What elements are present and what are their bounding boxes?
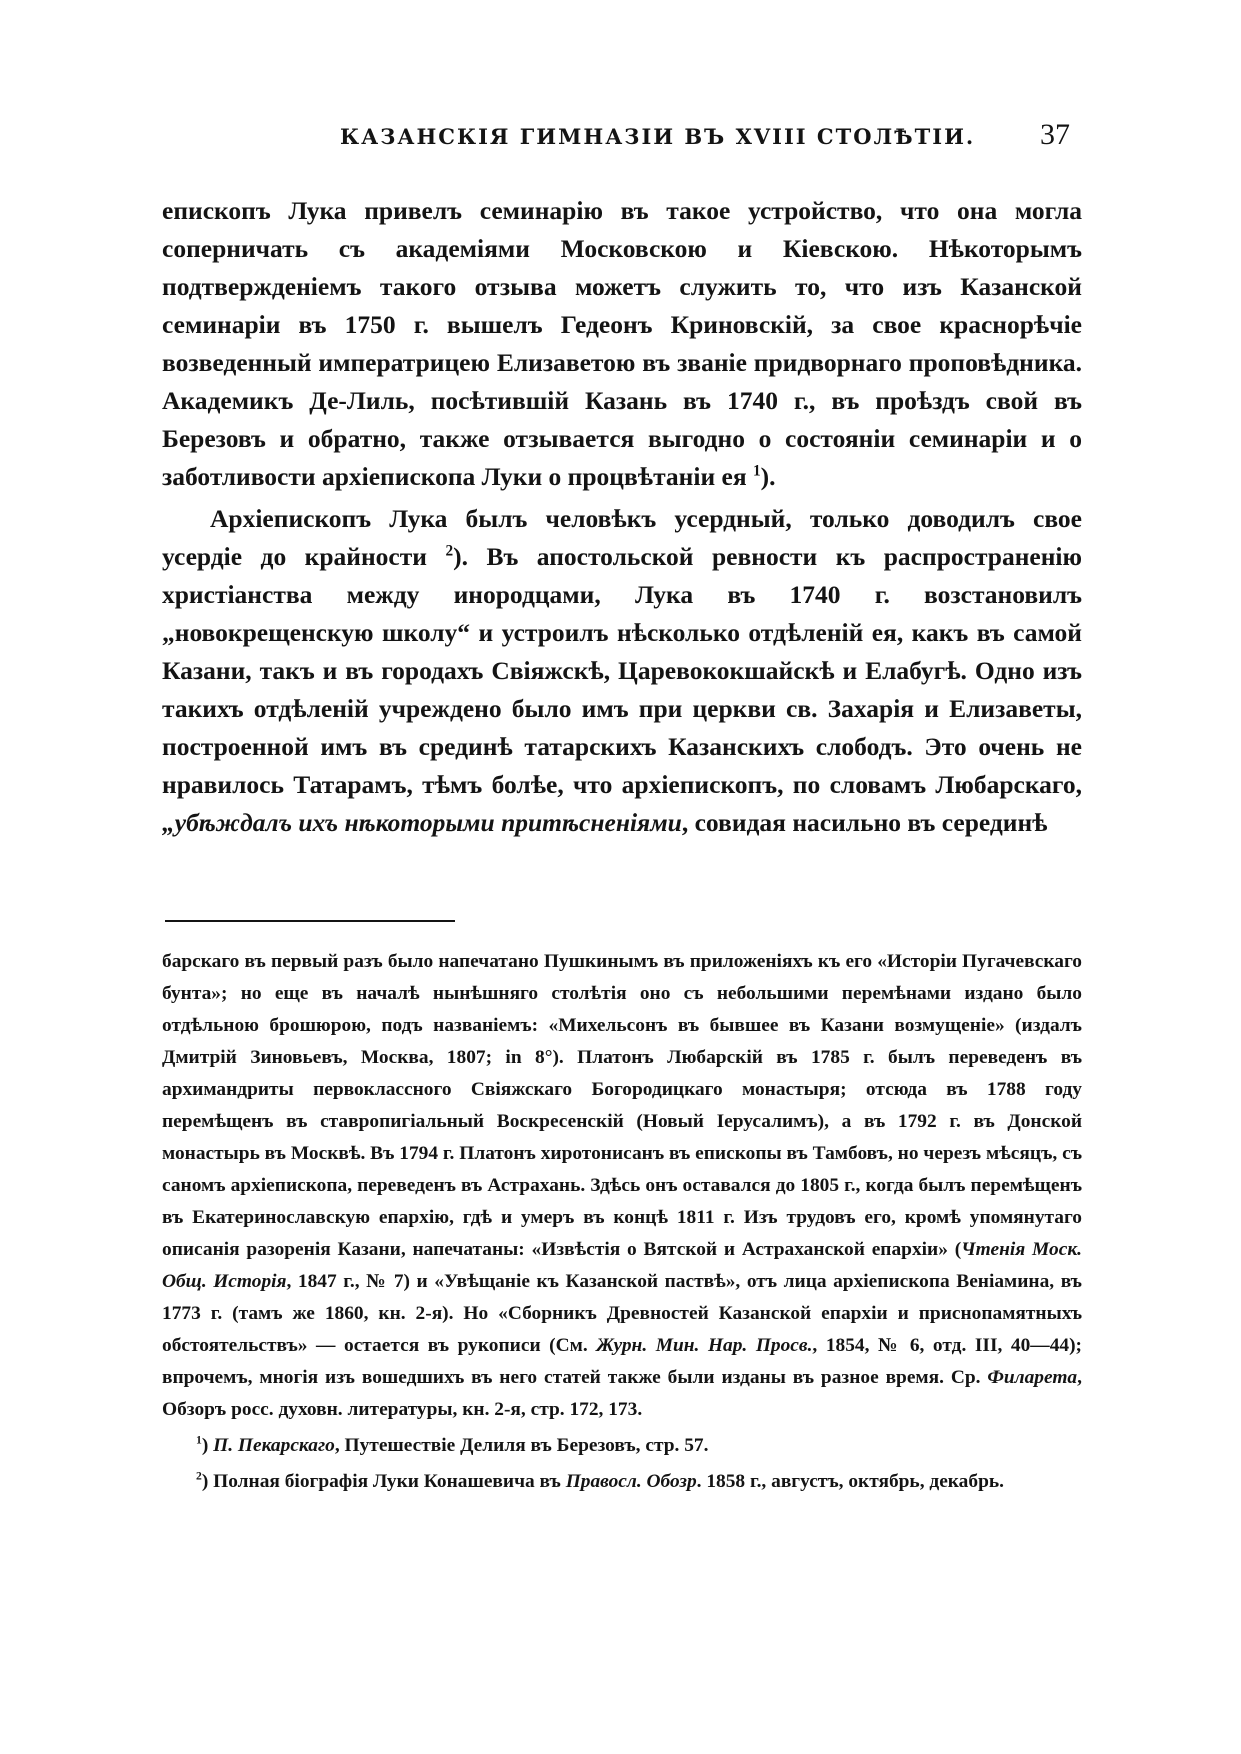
footnote-2-text-a: Полная біографія Луки Конашевича въ	[213, 1471, 566, 1492]
footnote-continuation	[162, 946, 1082, 1426]
footnote-1-mark: 1	[196, 1433, 202, 1447]
footnote-2-journal: Правосл. Обозр	[565, 1471, 697, 1492]
footnote-1: $^1$) П. Пекарскаго, Путешествіе Делиля въ Березовъ, стр. 57.	[196, 1433, 709, 1456]
footnote-2-mark: 2	[196, 1469, 202, 1483]
footnote-divider	[165, 920, 455, 922]
paragraph-1-text: епископъ Лука привелъ семинарію въ такое устройство, что она могла соперничать съ академіями Московскою и Кіевскою. Нѣкоторымъ подтвержденіемъ такого отзыва можетъ служить то, что изъ Казанской семинаріи въ 1750 г. вышелъ Гедеонъ Криновскій, за свое краснорѣчіе возведенный императрицею Елизаветою въ званіе придворнаго проповѣдника. Академикъ Де-Лиль, посѣтившій Казань въ 1740 г., въ проѣздъ свой въ Березовъ и обратно, также отзывается выгодно о состояніи семинаріи и о заботливости архіепископа Луки о процвѣтаніи ея	[162, 196, 1082, 491]
footnote-2-text-b: . 1858 г., августъ, октябрь, декабрь.	[696, 1471, 1004, 1492]
footnote-cont-c: , 1854, № 6, отд. III, 40—44); впрочемъ, многія изъ вошедшихъ въ него статей также были изданы въ разное время. Ср.	[162, 1335, 1083, 1388]
footnote-ref-1: 1	[753, 462, 761, 480]
paragraph-continuation	[162, 192, 1082, 496]
footnote-1-text: , Путешествіе Делиля въ Березовъ, стр. 57.	[334, 1435, 709, 1456]
footnote-1-author: П. Пекарскаго	[213, 1435, 335, 1456]
footnote-cont-a: барскаго въ первый разъ было напечатано Пушкинымъ въ приложеніяхъ къ его «Исторіи Пугачевскаго бунта»; но еще въ началѣ нынѣшняго столѣтія оно съ небольшими перемѣнами издано было отдѣльною брошюрою, подъ названіемъ: «Михельсонъ въ бывшее въ Казани возмущеніе» (издалъ Дмитрій Зиновьевъ, Москва, 1807; in 8°). Платонъ Любарскій въ 1785 г. былъ переведенъ въ архимандриты первоклассного Свіяжскаго Богородицкаго монастыря; отсюда въ 1788 году перемѣщенъ въ ставропигіальный Воскресенскій (Новый Іерусалимъ), а въ 1792 г. въ Донской монастырь въ Москвѣ. Въ 1794 г. Платонъ хиротонисанъ въ епископы въ Тамбовъ, но черезъ мѣсяцъ, съ саномъ архіепископа, переведенъ въ Астрахань. Здѣсь онъ оставался до 1805 г., когда былъ перемѣщенъ въ Екатеринославскую епархію, гдѣ и умеръ въ концѣ 1811 г. Изъ трудовъ его, кромѣ упомянутаго описанія разоренія Казани, напечатаны: «Извѣстія о Вятской и Астраханской епархіи» (	[162, 951, 1083, 1260]
quotation: „убѣждалъ ихъ нѣкоторыми притѣсненіями	[162, 808, 682, 837]
paragraph-2-text-b: ). Въ апостольской ревности къ распространенію христіанства между инородцами, Лука въ 1740 г. возстановилъ „новокрещенскую школу“ и устроилъ нѣсколько отдѣленій ея, какъ въ самой Казани, такъ и въ городахъ Свіяжскѣ, Царевококшайскѣ и Елабугѣ. Одно изъ такихъ отдѣленій учреждено было имъ при церкви св. Захарія и Елизаветы, построенной имъ въ срединѣ татарскихъ Казанскихъ слободъ. Это очень не нравилось Татарамъ, тѣмъ болѣе, что архіепископъ, по словамъ Любарскаго,	[162, 542, 1082, 799]
paragraph-1-end: ).	[760, 462, 776, 491]
footnote-cont-ital-2: Журн. Мин. Нар. Просв.	[596, 1335, 813, 1356]
running-title: КАЗАНСКІЯ ГИМНАЗІИ ВЪ XVIII СТОЛѢТІИ.	[340, 124, 976, 149]
footnote-cont-ital-1: Чтенія Моск. Общ. Исторія	[162, 1239, 1082, 1292]
main-text	[162, 192, 1082, 842]
footnote-2: $^2$) Полная біографія Луки Конашевича въ Правосл. Обозр. 1858 г., августъ, октябрь, декабрь.	[196, 1469, 1004, 1492]
paragraph-2-text-a: Архіепископъ Лука былъ человѣкъ усердный, только доводилъ свое усердіе до крайности	[162, 504, 1082, 571]
page-number: 37	[1040, 118, 1070, 151]
footnote-ref-2: 2	[445, 542, 454, 560]
paragraph-2-text-c: , совидая насильно въ серединѣ	[681, 808, 1048, 837]
footnote-cont-b: , 1847 г., № 7) и «Увѣщаніе къ Казанской паствѣ», отъ лица архіепископа Веніамина, въ 1773 г. (тамъ же 1860, кн. 2-я). Но «Сборникъ Древностей Казанской епархіи и приснопамятныхъ обстоятельствъ» — остается въ рукописи (См.	[162, 1271, 1082, 1356]
footnote-cont-ital-3: Филарета	[987, 1367, 1078, 1388]
paragraph	[162, 500, 1082, 842]
footnotes	[162, 946, 1082, 1498]
footnote-cont-d: , Обзоръ росс. духовн. литературы, кн. 2-я, стр. 172, 173.	[162, 1367, 1082, 1420]
